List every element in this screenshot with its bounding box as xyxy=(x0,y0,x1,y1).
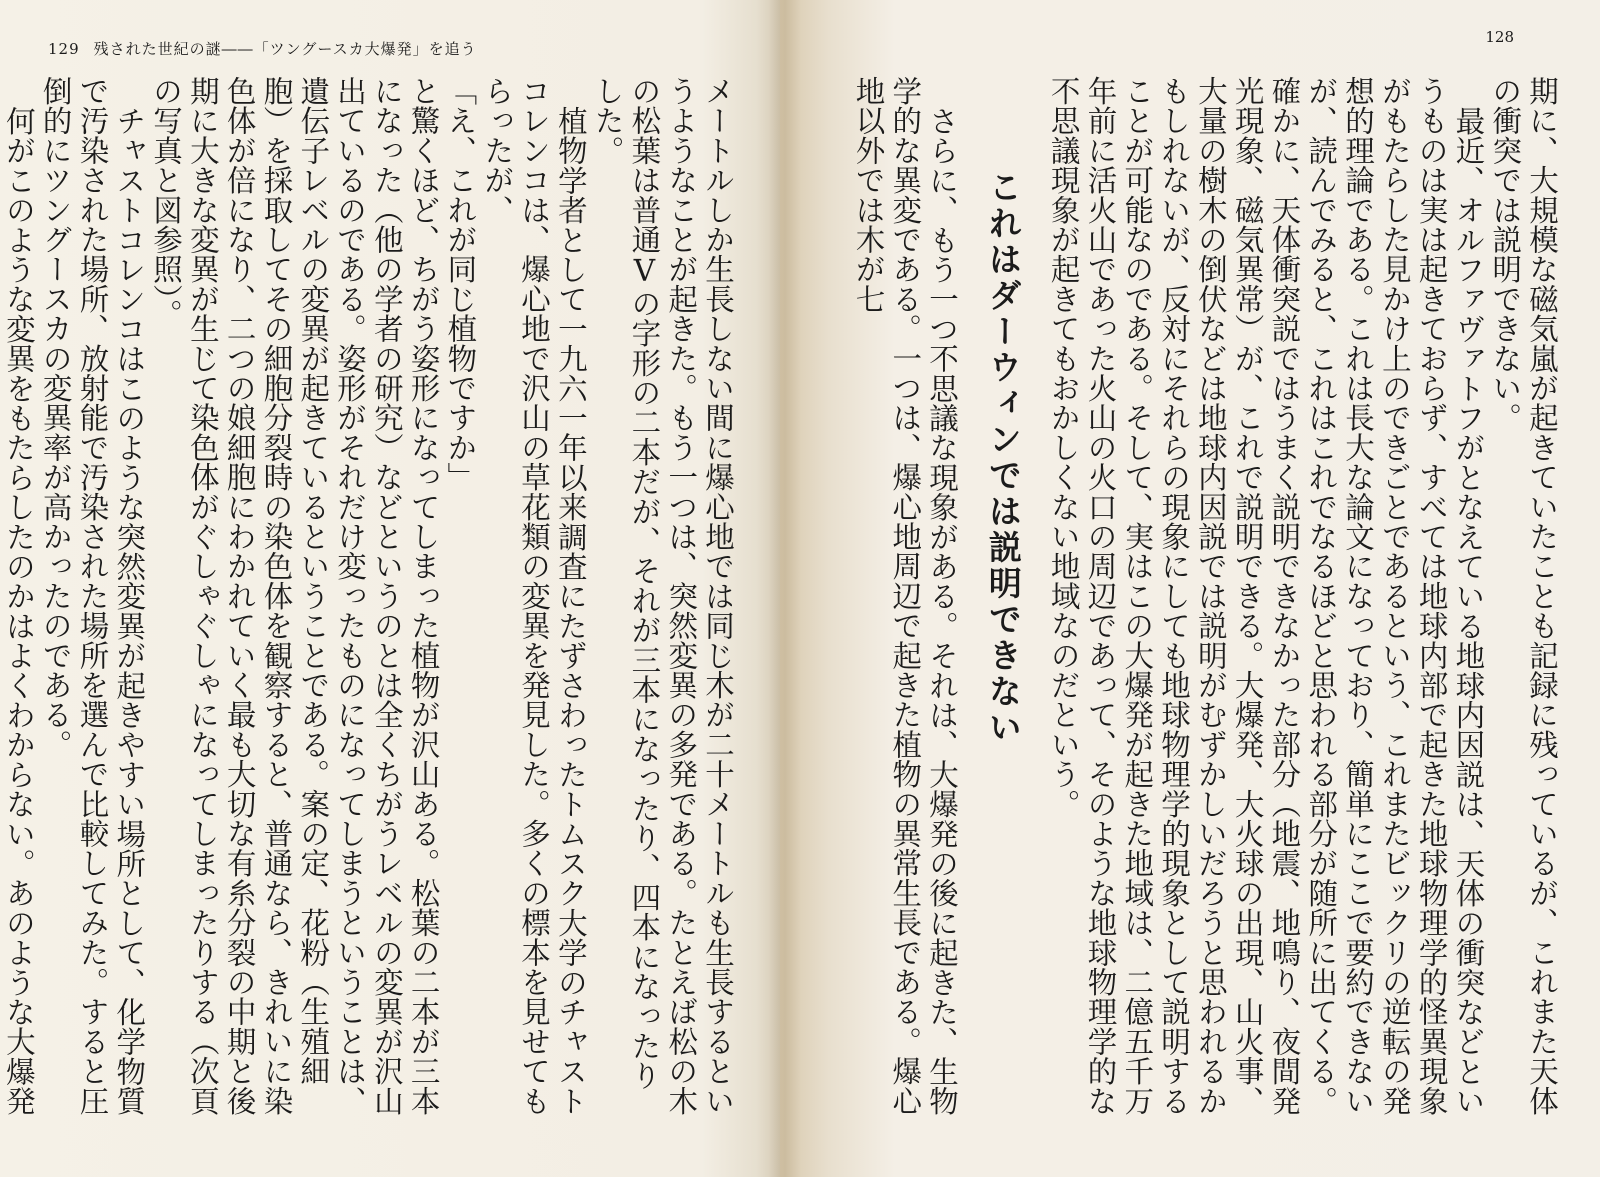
section-heading: これはダーウィンでは説明できない xyxy=(983,170,1023,746)
left-page-number: 129 xyxy=(48,40,80,58)
running-head: 残された世紀の謎――「ツングースカ大爆発」を追う xyxy=(93,40,477,58)
left-paragraph-4: と驚くほど、ちがう姿形になってしまった植物が沢山ある。松葉の二本が三本になった（他の学者の研究）などというのとは全くちがうレベルの変異が沢山出ているのである。姿形がそれだけ変ったものになってしまうということは、遺伝子レベルの変異が起きているということである。案の定、花粉（生殖細胞）を採取してその細胞分裂時の染色体を観察すると、普通なら、きれいに染色体が倍になり、二つの娘細胞にわかれていく最も大切な有糸分裂の中期と後期に大きな変異が生じて染色体がぐしゃぐしゃになってしまったりする（次頁の写真と図参照）。 xyxy=(149,76,441,1116)
left-paragraph-1: メートルしか生長しない間に爆心地では同じ木が二十メートルも生長するというようなことが起きた。もう一つは、突然変異の多発である。たとえば松の木の松葉は普通Vの字形の二本だが、それが三本になったり、四本になったりした。 xyxy=(590,76,735,1116)
left-paragraph-5: チャストコレンコはこのような突然変異が起きやすい場所として、化学物質で汚染された場所、放射能で汚染された場所を選んで比較してみた。すると圧倒的にツングースカの変異率が高かったのである。 xyxy=(38,76,147,1116)
left-page-body xyxy=(1,76,736,1116)
left-paragraph-3-quote: 「え、これが同じ植物ですか」 xyxy=(443,76,478,492)
left-paragraph-2: 植物学者として一九六一年以来調査にたずさわったトムスク大学のチャストコレンコは、爆心地で沢山の草花類の変異を発見した。多くの標本を見せてもらったが、 xyxy=(480,76,588,1116)
left-page xyxy=(0,0,780,1177)
right-paragraph-1: 期に、大規模な磁気嵐が起きていたことも記録に残っているが、これまた天体の衝突では説明できない。 xyxy=(1488,76,1559,1116)
right-page-body xyxy=(800,76,1560,1116)
right-page xyxy=(780,0,1600,1177)
left-paragraph-6: 何がこのような変異をもたらしたのかはよくわからない。あのような大爆発 xyxy=(1,105,36,1116)
left-page-header xyxy=(48,38,477,59)
right-paragraph-2: 最近、オルファヴァトフがとなえている地球内因説は、天体の衝突などというものは実は起きておらず、すべては地球内部で起きた地球物理学的怪異現象がもたらした見かけ上のできごとであるという、これまたビックリの逆転の発想的理論である。これは長大な論文になっており、簡単にここで要約できないが、読んでみると、これはこれでなるほどと思われる部分が随所に出てくる。確かに、天体衝突説ではうまく説明できなかった部分（地震、地鳴り、夜間発光現象、磁気異常）が、これで説明できる。大爆発、大火球の出現、山火事、大量の樹木の倒伏などは地球内因説では説明がむずかしいだろうと思われるかもしれないが、反対にそれらの現象にしても地球物理学的現象として説明することが可能なのである。そして、実はこの大爆発が起きた地域は、二億五千万年前に活火山であった火山の火口の周辺であって、そのような地球物理学的な不思議現象が起きてもおかしくない地域なのだという。 xyxy=(1046,76,1486,1116)
right-page-number: 128 xyxy=(1485,28,1514,46)
right-paragraph-3: さらに、もう一つ不思議な現象がある。それは、大爆発の後に起きた、生物学的な異変である。一つは、爆心地周辺で起きた植物の異常生長である。爆心地以外では木が七 xyxy=(851,76,960,1116)
